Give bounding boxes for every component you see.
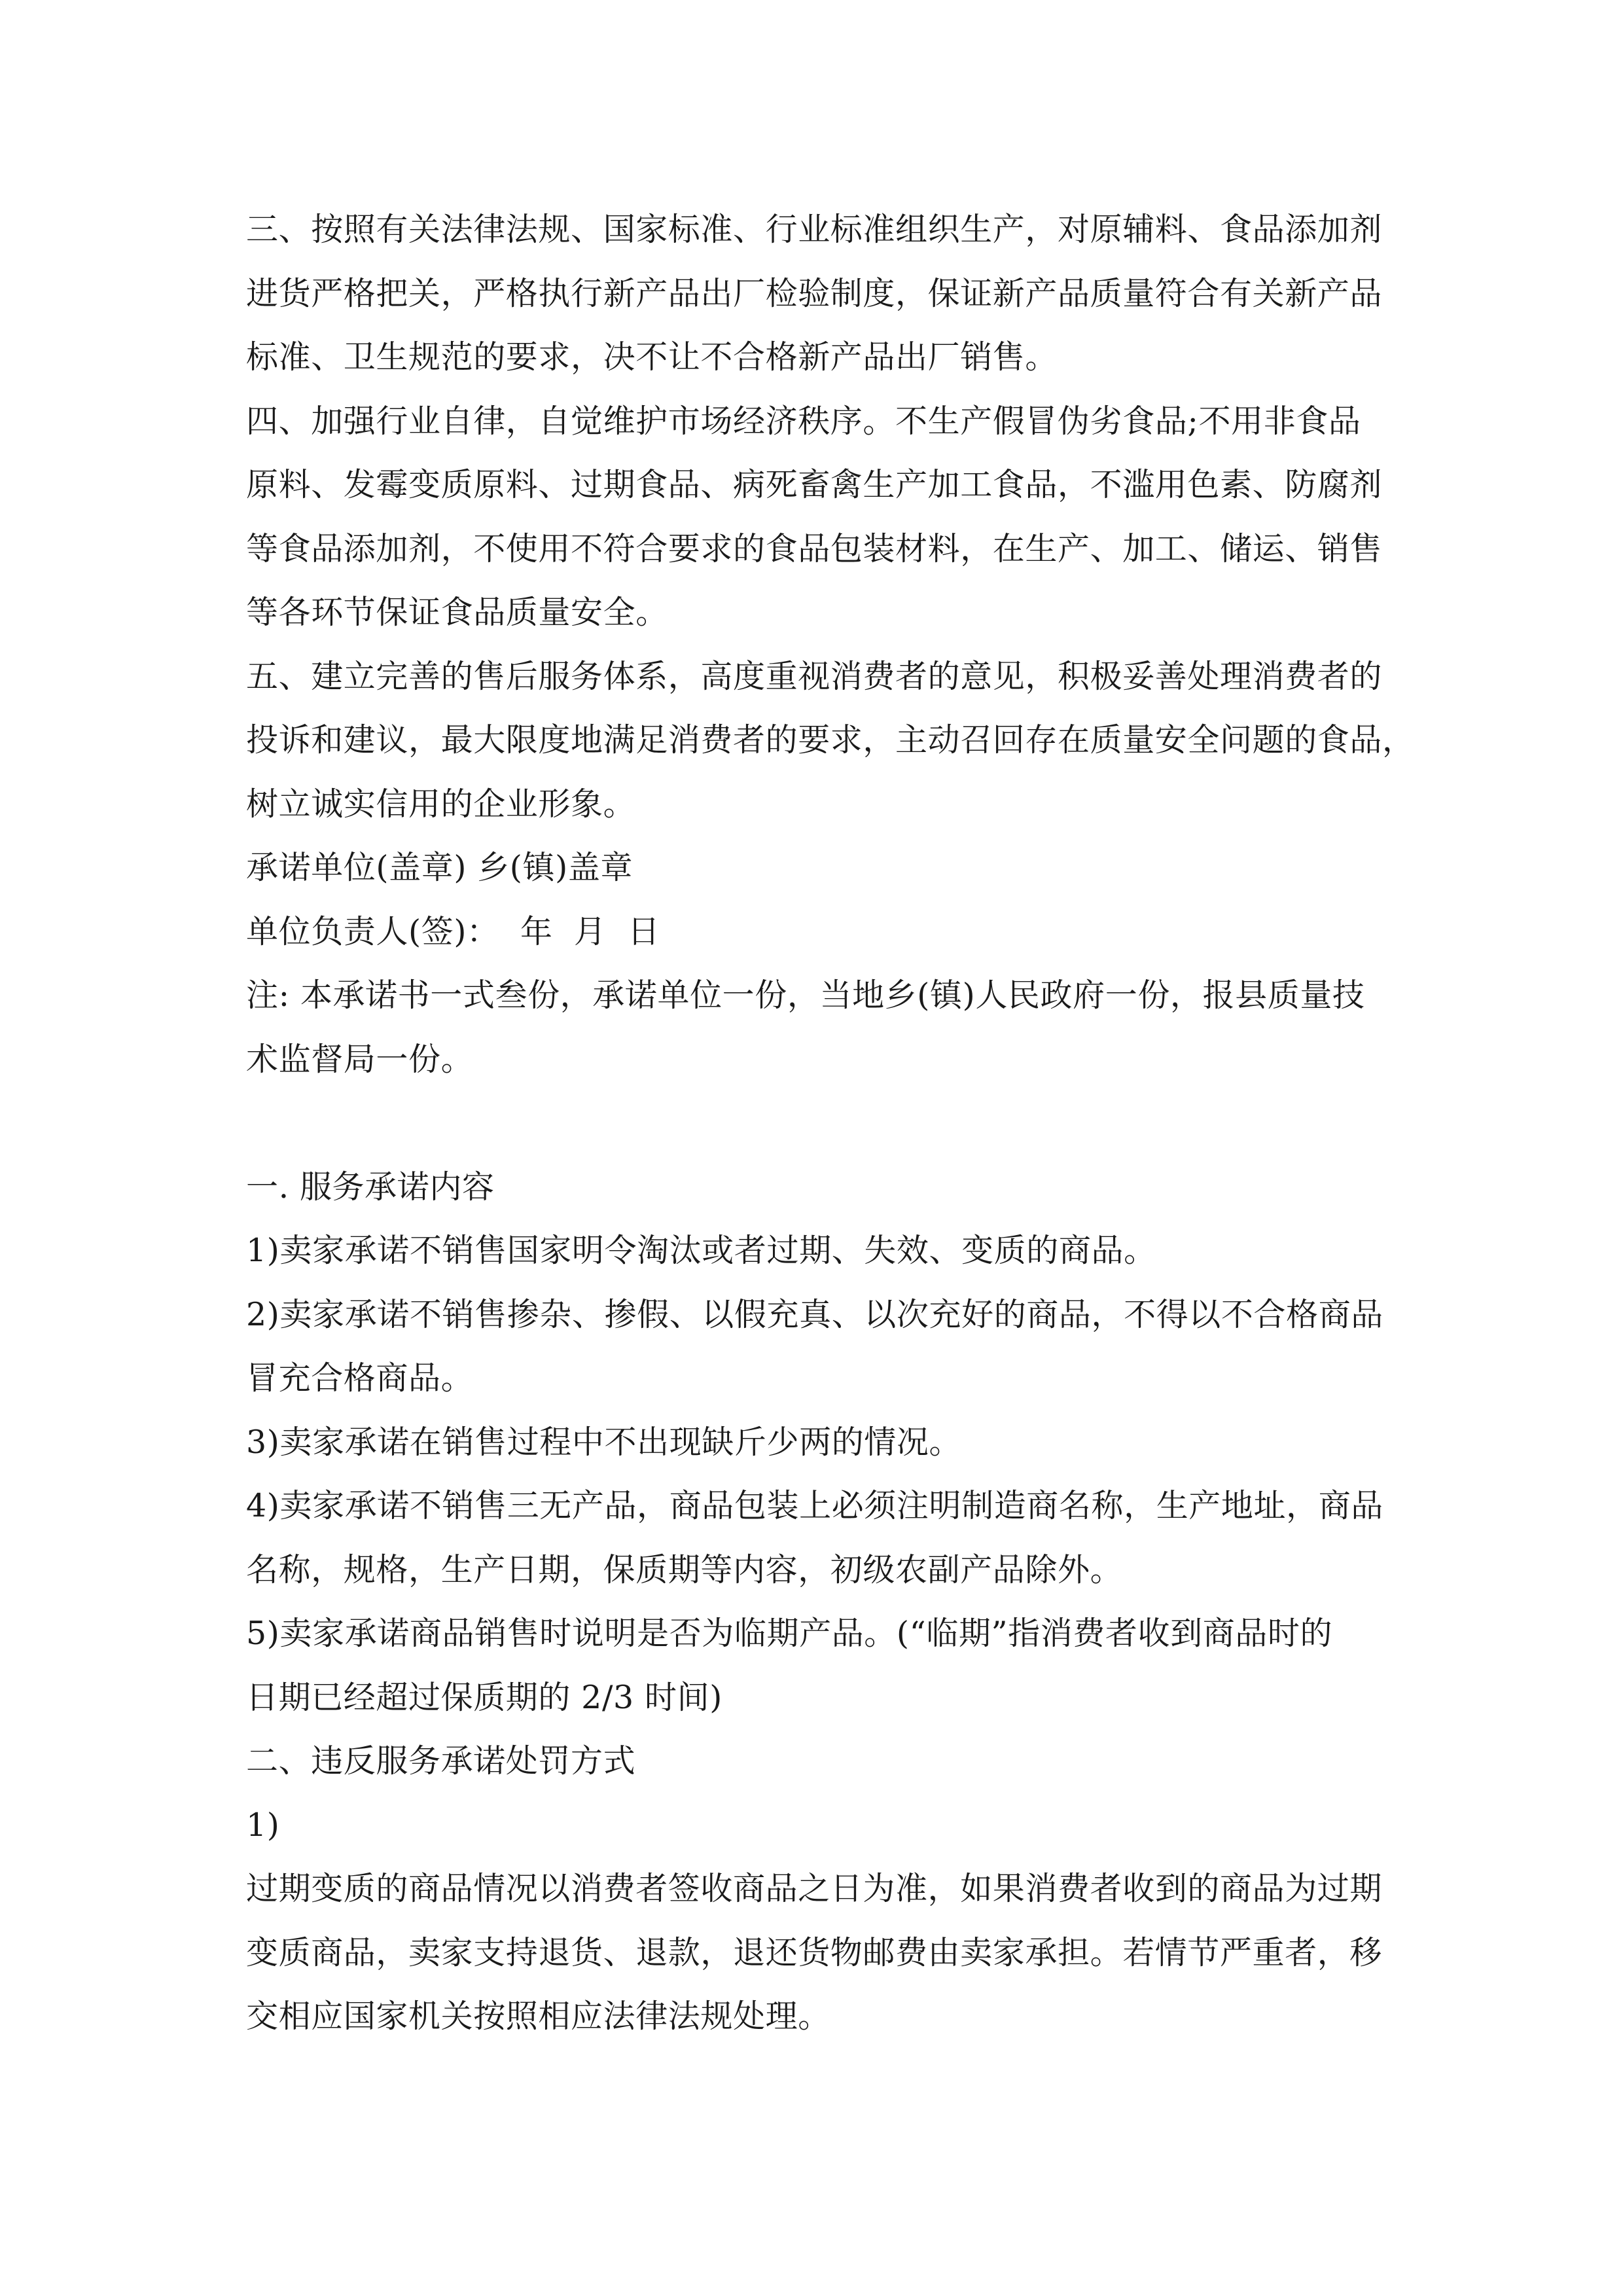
signature-person-line: 单位负责人(签)： 年 月 日 (246, 912, 660, 950)
text-line: 2)卖家承诺不销售掺杂、掺假、以假充真、以次充好的商品，不得以不合格商品 (246, 1295, 1383, 1333)
section-heading: 二、违反服务承诺处罚方式 (246, 1742, 636, 1780)
text-line: 1)卖家承诺不销售国家明令淘汰或者过期、失效、变质的商品。 (246, 1232, 1156, 1269)
text-line: 冒充合格商品。 (246, 1359, 474, 1397)
text-line: 三、按照有关法律法规、国家标准、行业标准组织生产，对原辅料、食品添加剂 (246, 211, 1383, 248)
text-line: 交相应国家机关按照相应法律法规处理。 (246, 1998, 830, 2035)
note-line: 术监督局一份。 (246, 1040, 474, 1078)
text-line: 5)卖家承诺商品销售时说明是否为临期产品。(“临期”指消费者收到商品时的 (246, 1615, 1333, 1652)
text-line: 标准、卫生规范的要求，决不让不合格新产品出厂销售。 (246, 338, 1058, 376)
signature-unit-line: 承诺单位(盖章) 乡(镇)盖章 (246, 849, 633, 886)
text-line: 等各环节保证食品质量安全。 (246, 594, 668, 631)
text-line: 变质商品，卖家支持退货、退款，退还货物邮费由卖家承担。若情节严重者，移 (246, 1933, 1383, 1971)
text-line: 4)卖家承诺不销售三无产品，商品包装上必须注明制造商名称，生产地址，商品 (246, 1487, 1383, 1524)
text-line: 名称，规格，生产日期，保质期等内容，初级农副产品除外。 (246, 1551, 1123, 1588)
document-body (246, 198, 1415, 2049)
text-line: 五、建立完善的售后服务体系，高度重视消费者的意见，积极妥善处理消费者的 (246, 657, 1383, 695)
text-line: 过期变质的商品情况以消费者签收商品之日为准，如果消费者收到的商品为过期 (246, 1870, 1383, 1907)
text-line: 等食品添加剂，不使用不符合要求的食品包装材料，在生产、加工、储运、销售 (246, 529, 1383, 567)
text-line: 进货严格把关，严格执行新产品出厂检验制度，保证新产品质量符合有关新产品 (246, 274, 1383, 312)
text-line: 四、加强行业自律，自觉维护市场经济秩序。不生产假冒伪劣食品;不用非食品 (246, 402, 1361, 440)
text-line: 原料、发霉变质原料、过期食品、病死畜禽生产加工食品，不滥用色素、防腐剂 (246, 466, 1383, 503)
section-heading: 一. 服务承诺内容 (246, 1168, 495, 1206)
text-line: 投诉和建议，最大限度地满足消费者的要求，主动召回存在质量安全问题的食品， (246, 721, 1415, 759)
note-line: 注: 本承诺书一式叁份，承诺单位一份，当地乡(镇)人民政府一份，报县质量技 (246, 977, 1365, 1014)
text-line: 日期已经超过保质期的 2/3 时间) (246, 1678, 722, 1716)
text-line: 3)卖家承诺在销售过程中不出现缺斤少两的情况。 (246, 1423, 962, 1461)
section-gap (246, 1091, 1378, 1155)
text-line: 1) (246, 1806, 280, 1844)
text-line: 树立诚实信用的企业形象。 (246, 785, 636, 823)
